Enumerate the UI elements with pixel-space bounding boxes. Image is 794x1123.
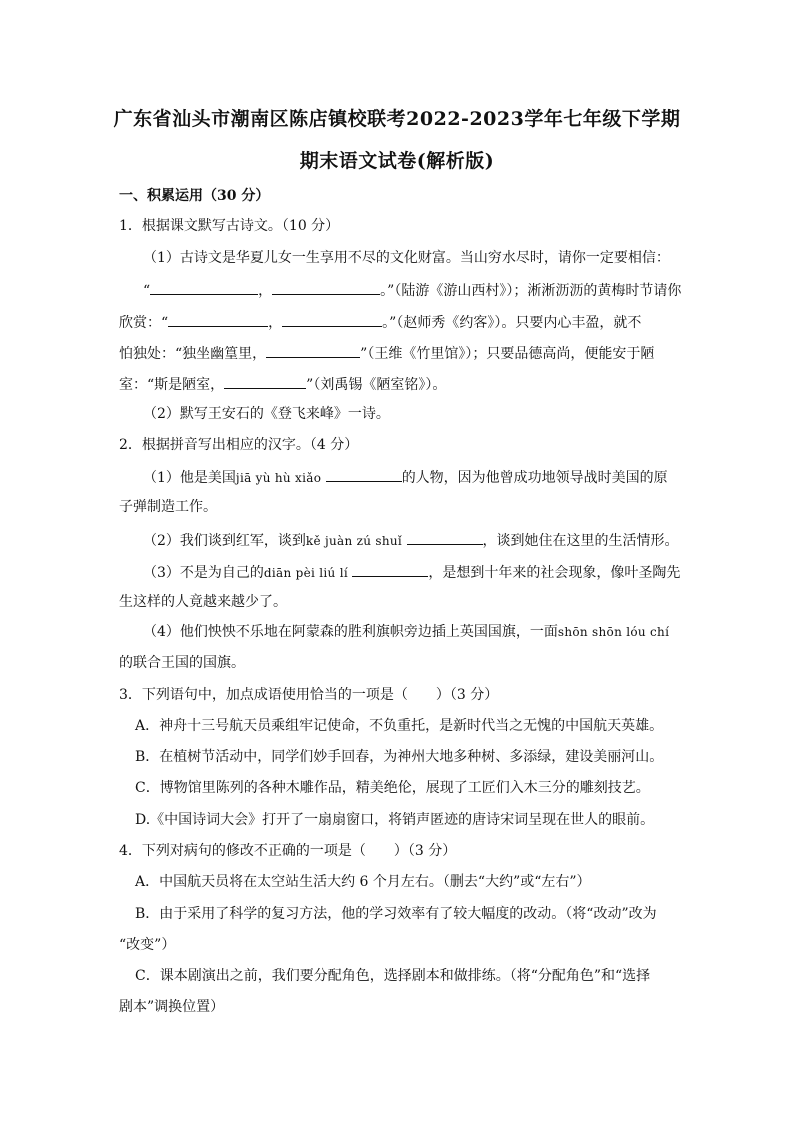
question-3-stem: 3．下列语句中，加点成语使用恰当的一项是（ ）（3 分） <box>119 687 499 703</box>
answer-blank[interactable] <box>282 311 382 327</box>
question-1-part-2: （2）默写王安石的《登飞来峰》一诗。 <box>143 406 390 422</box>
question-4-option-c-cont: 剧本”调换位置） <box>119 999 225 1015</box>
question-4-option-c: C．课本剧演出之前，我们要分配角色，选择剧本和做排练。（将“分配角色”和“选择 <box>135 968 651 984</box>
section-heading: 一、积累运用（30 分） <box>119 188 270 204</box>
question-3-option-d: D.《中国诗词大会》打开了一扇扇窗口，将销声匿迹的唐诗宋词呈现在世人的眼前。 <box>135 812 655 828</box>
answer-blank[interactable] <box>352 561 428 577</box>
question-1-part-1-blanks-c: 怕独处：“独坐幽篁里， ”（王维《竹里馆》）；只要品德高尚，便能安于陋 <box>119 342 654 364</box>
answer-blank[interactable] <box>224 373 306 389</box>
question-4-option-a: A．中国航天员将在太空站生活大约 6 个月左右。（删去“大约”或“左右”） <box>135 874 591 890</box>
answer-blank[interactable] <box>168 311 268 327</box>
question-4-stem: 4．下列对病句的修改不正确的一项是（ ）（3 分） <box>119 843 457 859</box>
pinyin: diān pèi liú lí <box>263 566 348 580</box>
pinyin: jiā yù hù xiǎo <box>235 471 322 485</box>
pinyin: shōn shōn lóu chí <box>557 625 670 639</box>
question-3-option-a: A．神舟十三号航天员乘组牢记使命，不负重托，是新时代当之无愧的中国航天英雄。 <box>135 718 664 734</box>
question-1-part-1-blanks-d: 室：“斯是陋室， ”（刘禹锡《陋室铭》）。 <box>119 373 446 395</box>
answer-blank[interactable] <box>272 279 380 295</box>
question-1-part-1-blanks-a: “ ， 。”（陆游《游山西村》）；淅淅沥沥的黄梅时节请你 <box>143 279 681 301</box>
answer-blank[interactable] <box>150 279 258 295</box>
question-1-part-1-blanks-b: 欣赏：“ ， 。”（赵师秀《约客》）。只要内心丰盈，就不 <box>119 311 641 333</box>
question-1-stem: 1．根据课文默写古诗文。（10 分） <box>119 218 340 234</box>
exam-title-line-1: 广东省汕头市潮南区陈店镇校联考2022-2023学年七年级下学期 <box>113 108 681 130</box>
question-4-option-b: B．由于采用了科学的复习方法，他的学习效率有了较大幅度的改动。（将“改动”改为 <box>135 906 657 922</box>
question-2-item-1-cont: 子弹制造工作。 <box>119 499 217 515</box>
answer-blank[interactable] <box>326 466 402 482</box>
question-2-stem: 2．根据拼音写出相应的汉字。（4 分） <box>119 437 359 453</box>
question-3-option-c: C．博物馆里陈列的各种木雕作品，精美绝伦，展现了工匠们入木三分的雕刻技艺。 <box>135 780 650 796</box>
question-2-item-4-cont: 的联合王国的国旗。 <box>119 655 245 671</box>
question-2-item-1: （1）他是美国jiā yù hù xiǎo 的人物，因为他曾成功地领导战时美国的原 <box>143 466 668 488</box>
question-2-item-3-cont: 生这样的人竟越来越少了。 <box>119 594 287 610</box>
question-2-item-4: （4）他们怏怏不乐地在阿蒙森的胜利旗帜旁边插上英国国旗，一面shōn shōn lóu chí <box>143 624 670 640</box>
answer-blank[interactable] <box>266 342 360 358</box>
question-2-item-3: （3）不是为自己的diān pèi liú lí ，是想到十年来的社会现象，像叶圣陶先 <box>143 561 680 583</box>
question-3-option-b: B．在植树节活动中，同学们妙手回春，为神州大地多种树、多添绿，建设美丽河山。 <box>135 749 664 765</box>
question-4-option-b-cont: “改变”） <box>119 937 176 953</box>
exam-title-line-2: 期末语文试卷(解析版) <box>299 150 495 172</box>
question-2-item-2: （2）我们谈到红军，谈到kě juàn zú shuǐ ，谈到她住在这里的生活情形。 <box>143 529 679 551</box>
question-1-part-1: （1）古诗文是华夏儿女一生享用不尽的文化财富。当山穷水尽时，请你一定要相信： <box>143 250 670 266</box>
answer-blank[interactable] <box>407 529 483 545</box>
pinyin: kě juàn zú shuǐ <box>305 534 403 548</box>
